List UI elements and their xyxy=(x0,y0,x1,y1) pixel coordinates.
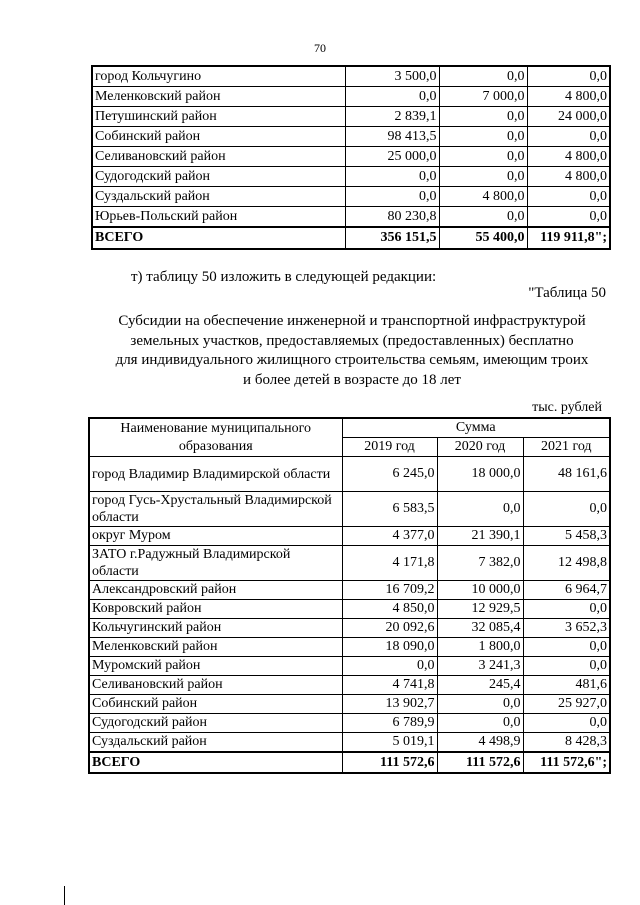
cell-v2020: 0,0 xyxy=(439,107,527,127)
cell-municipality: Ковровский район xyxy=(89,600,342,619)
cell-v2020: 4 498,9 xyxy=(437,733,523,753)
cell-v2020: 10 000,0 xyxy=(437,581,523,600)
amendment-paragraph: т) таблицу 50 изложить в следующей редакции: xyxy=(131,269,437,285)
cell-v2021: 48 161,6 xyxy=(523,457,610,492)
cell-municipality: город Владимир Владимирской области xyxy=(89,457,342,492)
cell-v2019: 98 413,5 xyxy=(345,127,439,147)
cell-total-v2020: 111 572,6 xyxy=(437,752,523,773)
cell-v2019: 4 377,0 xyxy=(342,527,437,546)
table-row xyxy=(89,619,610,638)
cell-total-label: ВСЕГО xyxy=(92,227,345,249)
table-row xyxy=(92,127,610,147)
title-line: земельных участков, предоставляемых (предоставленных) бесплатно xyxy=(130,332,574,349)
table-row xyxy=(92,147,610,167)
cell-v2019: 4 741,8 xyxy=(342,676,437,695)
cell-v2021: 3 652,3 xyxy=(523,619,610,638)
cell-v2019: 0,0 xyxy=(342,657,437,676)
cell-v2021: 0,0 xyxy=(523,492,610,527)
cell-v2019: 6 245,0 xyxy=(342,457,437,492)
cell-v2021: 25 927,0 xyxy=(523,695,610,714)
cell-total-v2019: 111 572,6 xyxy=(342,752,437,773)
table-row xyxy=(92,167,610,187)
cell-municipality: Муромский район xyxy=(89,657,342,676)
cell-v2020: 4 800,0 xyxy=(439,187,527,207)
cell-v2020: 0,0 xyxy=(439,147,527,167)
cell-v2021: 0,0 xyxy=(527,187,610,207)
header-name: Наименование муниципального образования xyxy=(89,418,342,457)
cell-municipality: Собинский район xyxy=(89,695,342,714)
cell-municipality: город Кольчугино xyxy=(92,66,345,87)
table-row xyxy=(89,695,610,714)
table-row-total xyxy=(89,752,610,773)
cell-v2019: 25 000,0 xyxy=(345,147,439,167)
cell-v2020: 21 390,1 xyxy=(437,527,523,546)
table-title xyxy=(92,312,612,390)
table-row xyxy=(89,638,610,657)
cell-v2019: 0,0 xyxy=(345,87,439,107)
cell-municipality: Кольчугинский район xyxy=(89,619,342,638)
table-row xyxy=(89,546,610,581)
cell-v2021: 481,6 xyxy=(523,676,610,695)
cell-municipality: Суздальский район xyxy=(89,733,342,753)
table-row xyxy=(89,457,610,492)
cell-v2020: 7 382,0 xyxy=(437,546,523,581)
table-row xyxy=(89,492,610,527)
cell-v2019: 3 500,0 xyxy=(345,66,439,87)
cell-total-v2021: 119 911,8"; xyxy=(527,227,610,249)
table-row xyxy=(89,676,610,695)
header-sum: Сумма xyxy=(342,418,610,438)
table-caption: "Таблица 50 xyxy=(528,285,606,301)
cell-v2020: 0,0 xyxy=(439,207,527,228)
cell-v2019: 2 839,1 xyxy=(345,107,439,127)
cell-v2019: 4 171,8 xyxy=(342,546,437,581)
page-number: 70 xyxy=(314,41,326,55)
cell-v2021: 4 800,0 xyxy=(527,167,610,187)
cell-municipality: Меленковский район xyxy=(89,638,342,657)
header-year-2019: 2019 год xyxy=(342,438,437,457)
cell-total-label: ВСЕГО xyxy=(89,752,342,773)
cell-municipality: Александровский район xyxy=(89,581,342,600)
cell-v2021: 4 800,0 xyxy=(527,87,610,107)
cell-total-v2019: 356 151,5 xyxy=(345,227,439,249)
cell-municipality: Меленковский район xyxy=(92,87,345,107)
cell-v2019: 0,0 xyxy=(345,167,439,187)
cell-municipality: Суздальский район xyxy=(92,187,345,207)
cell-v2020: 7 000,0 xyxy=(439,87,527,107)
cell-municipality: округ Муром xyxy=(89,527,342,546)
title-line: и более детей в возрасте до 18 лет xyxy=(243,371,461,388)
scan-edge-mark xyxy=(64,886,65,905)
cell-v2021: 5 458,3 xyxy=(523,527,610,546)
table-row xyxy=(89,527,610,546)
cell-v2021: 4 800,0 xyxy=(527,147,610,167)
cell-v2020: 0,0 xyxy=(437,714,523,733)
cell-v2020: 1 800,0 xyxy=(437,638,523,657)
cell-v2019: 20 092,6 xyxy=(342,619,437,638)
cell-v2020: 32 085,4 xyxy=(437,619,523,638)
cell-v2019: 16 709,2 xyxy=(342,581,437,600)
cell-municipality: Селивановский район xyxy=(92,147,345,167)
cell-v2019: 5 019,1 xyxy=(342,733,437,753)
cell-v2020: 0,0 xyxy=(439,66,527,87)
cell-v2021: 0,0 xyxy=(527,127,610,147)
units-label: тыс. рублей xyxy=(532,400,602,415)
cell-v2020: 0,0 xyxy=(439,127,527,147)
title-line: Субсидии на обеспечение инженерной и транспортной инфраструктурой xyxy=(118,313,586,329)
cell-total-v2020: 55 400,0 xyxy=(439,227,527,249)
cell-municipality: Судогодский район xyxy=(92,167,345,187)
cell-municipality: Селивановский район xyxy=(89,676,342,695)
cell-municipality: Судогодский район xyxy=(89,714,342,733)
cell-v2021: 0,0 xyxy=(527,66,610,87)
cell-v2021: 6 964,7 xyxy=(523,581,610,600)
cell-v2020: 0,0 xyxy=(437,695,523,714)
cell-municipality: Юрьев-Польский район xyxy=(92,207,345,228)
table-row xyxy=(92,207,610,228)
table-row xyxy=(89,581,610,600)
cell-v2021: 12 498,8 xyxy=(523,546,610,581)
cell-v2020: 12 929,5 xyxy=(437,600,523,619)
table-row xyxy=(89,600,610,619)
cell-municipality: Собинский район xyxy=(92,127,345,147)
cell-v2021: 0,0 xyxy=(523,600,610,619)
header-year-2020: 2020 год xyxy=(437,438,523,457)
cell-v2019: 4 850,0 xyxy=(342,600,437,619)
cell-v2021: 8 428,3 xyxy=(523,733,610,753)
table-row xyxy=(92,66,610,87)
cell-total-v2021: 111 572,6"; xyxy=(523,752,610,773)
title-line: для индивидуального жилищного строительства семьям, имеющим троих xyxy=(115,352,589,368)
header-year-2021: 2021 год xyxy=(523,438,610,457)
cell-v2020: 0,0 xyxy=(437,492,523,527)
table-row xyxy=(89,733,610,753)
cell-v2019: 6 583,5 xyxy=(342,492,437,527)
cell-v2021: 0,0 xyxy=(527,207,610,228)
cell-v2019: 80 230,8 xyxy=(345,207,439,228)
table-row xyxy=(92,187,610,207)
cell-v2019: 13 902,7 xyxy=(342,695,437,714)
cell-v2020: 3 241,3 xyxy=(437,657,523,676)
table-row xyxy=(89,657,610,676)
cell-municipality: город Гусь-Хрустальный Владимирской области xyxy=(89,492,342,527)
table-row xyxy=(89,714,610,733)
cell-v2021: 0,0 xyxy=(523,714,610,733)
cell-v2020: 18 000,0 xyxy=(437,457,523,492)
cell-v2019: 6 789,9 xyxy=(342,714,437,733)
table-50 xyxy=(88,417,611,774)
cell-v2020: 0,0 xyxy=(439,167,527,187)
table-row xyxy=(92,87,610,107)
cell-v2020: 245,4 xyxy=(437,676,523,695)
cell-v2021: 0,0 xyxy=(523,638,610,657)
table-row-total xyxy=(92,227,610,249)
cell-municipality: ЗАТО г.Радужный Владимирской области xyxy=(89,546,342,581)
cell-municipality: Петушинский район xyxy=(92,107,345,127)
cell-v2019: 18 090,0 xyxy=(342,638,437,657)
cell-v2021: 24 000,0 xyxy=(527,107,610,127)
table-row xyxy=(92,107,610,127)
table-previous-continuation xyxy=(91,65,611,250)
cell-v2019: 0,0 xyxy=(345,187,439,207)
cell-v2021: 0,0 xyxy=(523,657,610,676)
